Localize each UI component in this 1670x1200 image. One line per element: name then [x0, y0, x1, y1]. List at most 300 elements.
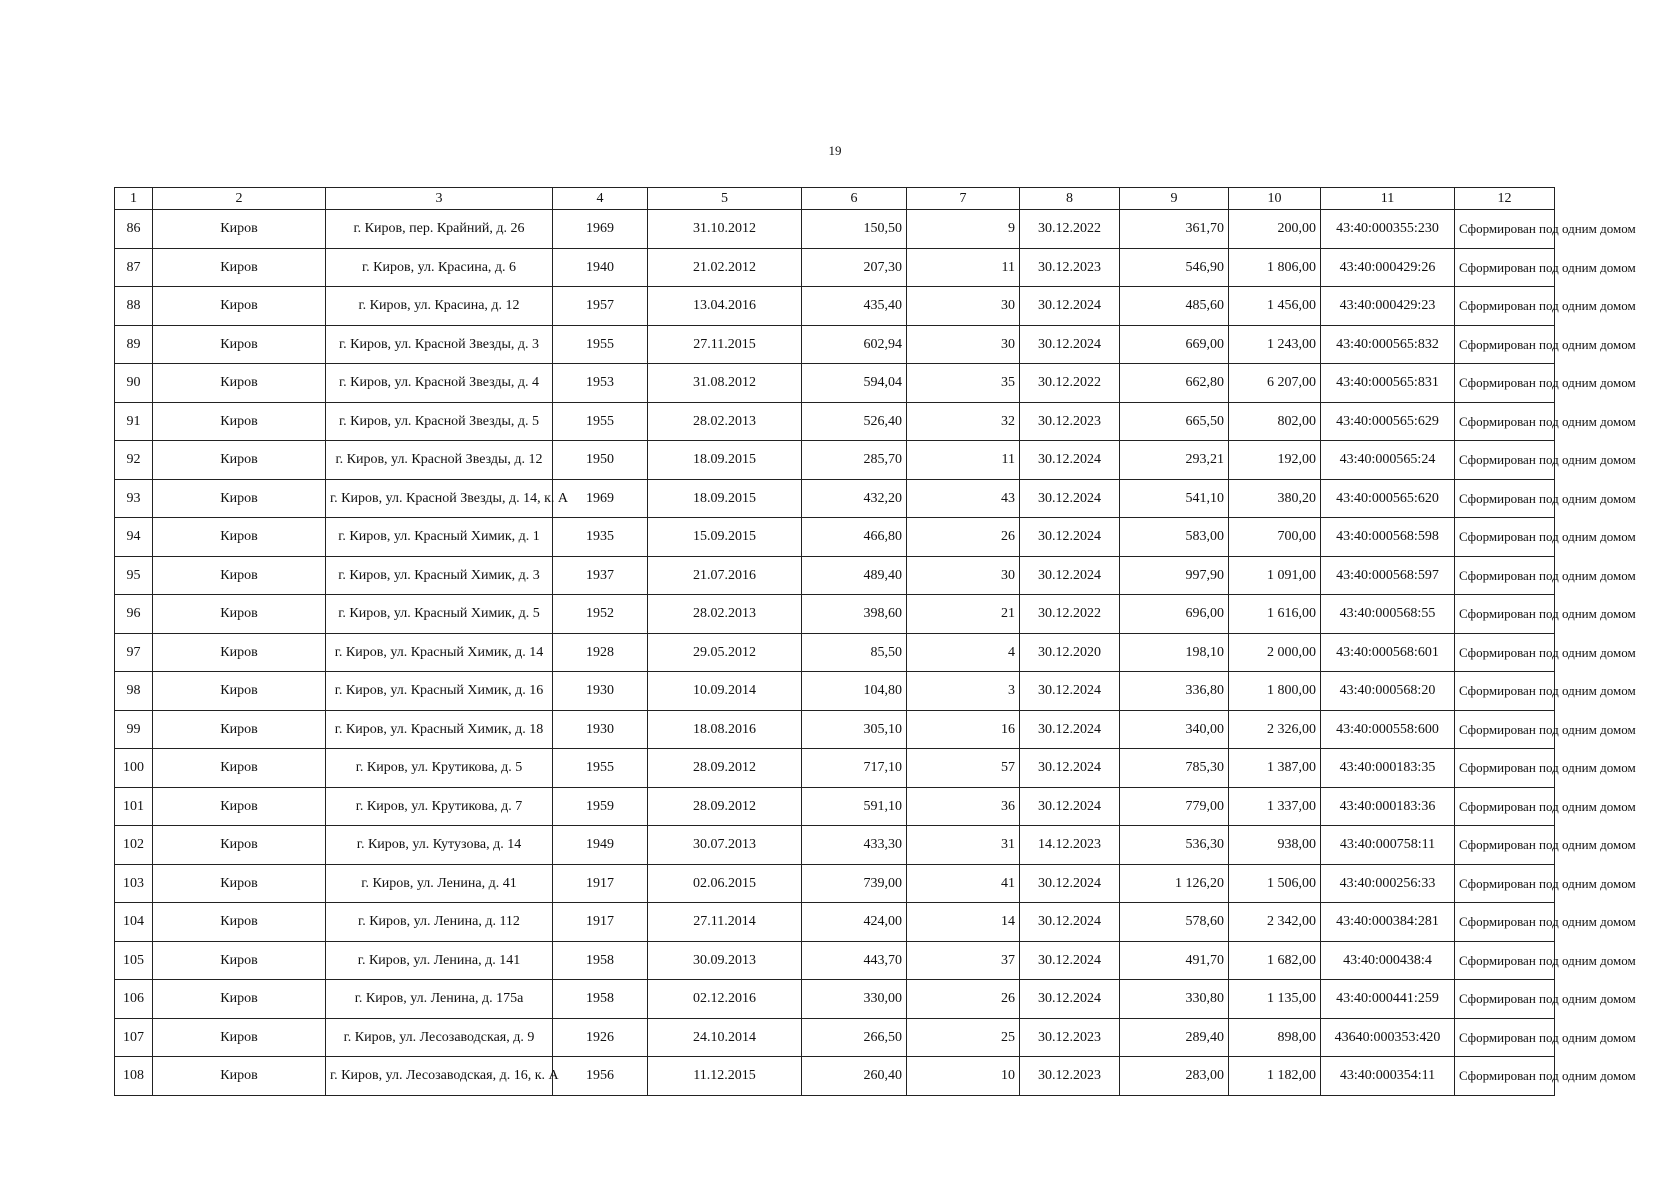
city-cell: Киров: [153, 518, 326, 557]
residents-cell: 31: [907, 826, 1020, 865]
note-cell: Сформирован под одним домом: [1455, 749, 1555, 788]
value-cell: 696,00: [1120, 595, 1229, 634]
city-cell: Киров: [153, 864, 326, 903]
area-cell: 285,70: [802, 441, 907, 480]
row-number-cell: 99: [115, 710, 153, 749]
note-cell: Сформирован под одним домом: [1455, 518, 1555, 557]
cadastral-number-cell: 43:40:000565:620: [1321, 479, 1455, 518]
row-number-cell: 105: [115, 941, 153, 980]
residents-cell: 11: [907, 441, 1020, 480]
value-cell: 669,00: [1120, 325, 1229, 364]
cadastral-number-cell: 43:40:000565:629: [1321, 402, 1455, 441]
residents-cell: 26: [907, 518, 1020, 557]
address-cell: г. Киров, ул. Красной Звезды, д. 3: [326, 325, 553, 364]
table-row: [115, 980, 1555, 1019]
area-cell: 150,50: [802, 210, 907, 249]
residents-cell: 10: [907, 1057, 1020, 1096]
year-cell: 1940: [553, 248, 648, 287]
header-cell: 9: [1120, 188, 1229, 210]
row-number-cell: 90: [115, 364, 153, 403]
deadline-cell: 30.12.2024: [1020, 980, 1120, 1019]
land-area-cell: 200,00: [1229, 210, 1321, 249]
date-cell: 28.09.2012: [648, 749, 802, 788]
area-cell: 739,00: [802, 864, 907, 903]
deadline-cell: 30.12.2023: [1020, 1018, 1120, 1057]
note-cell: Сформирован под одним домом: [1455, 402, 1555, 441]
address-cell: г. Киров, ул. Красной Звезды, д. 14, к. А: [326, 479, 553, 518]
note-cell: Сформирован под одним домом: [1455, 595, 1555, 634]
year-cell: 1955: [553, 325, 648, 364]
address-cell: г. Киров, ул. Красина, д. 12: [326, 287, 553, 326]
address-cell: г. Киров, ул. Кутузова, д. 14: [326, 826, 553, 865]
date-cell: 18.08.2016: [648, 710, 802, 749]
year-cell: 1930: [553, 672, 648, 711]
row-number-cell: 106: [115, 980, 153, 1019]
address-cell: г. Киров, ул. Ленина, д. 175а: [326, 980, 553, 1019]
date-cell: 27.11.2014: [648, 903, 802, 942]
land-area-cell: 1 800,00: [1229, 672, 1321, 711]
table-row: [115, 325, 1555, 364]
row-number-cell: 88: [115, 287, 153, 326]
row-number-cell: 93: [115, 479, 153, 518]
area-cell: 260,40: [802, 1057, 907, 1096]
residents-cell: 26: [907, 980, 1020, 1019]
header-cell: 7: [907, 188, 1020, 210]
cadastral-number-cell: 43:40:000429:26: [1321, 248, 1455, 287]
area-cell: 433,30: [802, 826, 907, 865]
row-number-cell: 107: [115, 1018, 153, 1057]
area-cell: 526,40: [802, 402, 907, 441]
year-cell: 1928: [553, 633, 648, 672]
date-cell: 02.06.2015: [648, 864, 802, 903]
year-cell: 1917: [553, 864, 648, 903]
city-cell: Киров: [153, 787, 326, 826]
note-cell: Сформирован под одним домом: [1455, 441, 1555, 480]
cadastral-number-cell: 43640:000353:420: [1321, 1018, 1455, 1057]
date-cell: 31.08.2012: [648, 364, 802, 403]
table-row: [115, 903, 1555, 942]
deadline-cell: 30.12.2022: [1020, 364, 1120, 403]
deadline-cell: 30.12.2024: [1020, 287, 1120, 326]
row-number-cell: 102: [115, 826, 153, 865]
land-area-cell: 802,00: [1229, 402, 1321, 441]
residents-cell: 4: [907, 633, 1020, 672]
city-cell: Киров: [153, 402, 326, 441]
deadline-cell: 30.12.2024: [1020, 479, 1120, 518]
value-cell: 785,30: [1120, 749, 1229, 788]
deadline-cell: 30.12.2023: [1020, 1057, 1120, 1096]
cadastral-number-cell: 43:40:000758:11: [1321, 826, 1455, 865]
table-row: [115, 941, 1555, 980]
date-cell: 18.09.2015: [648, 441, 802, 480]
header-cell: 6: [802, 188, 907, 210]
value-cell: 1 126,20: [1120, 864, 1229, 903]
city-cell: Киров: [153, 1057, 326, 1096]
table-row: [115, 248, 1555, 287]
table-row: [115, 672, 1555, 711]
area-cell: 207,30: [802, 248, 907, 287]
note-cell: Сформирован под одним домом: [1455, 903, 1555, 942]
table-row: [115, 364, 1555, 403]
city-cell: Киров: [153, 364, 326, 403]
value-cell: 491,70: [1120, 941, 1229, 980]
land-area-cell: 938,00: [1229, 826, 1321, 865]
cadastral-number-cell: 43:40:000565:832: [1321, 325, 1455, 364]
deadline-cell: 30.12.2022: [1020, 595, 1120, 634]
header-cell: 1: [115, 188, 153, 210]
address-cell: г. Киров, ул. Красина, д. 6: [326, 248, 553, 287]
row-number-cell: 91: [115, 402, 153, 441]
table-row: [115, 826, 1555, 865]
note-cell: Сформирован под одним домом: [1455, 479, 1555, 518]
value-cell: 779,00: [1120, 787, 1229, 826]
address-cell: г. Киров, ул. Красной Звезды, д. 12: [326, 441, 553, 480]
value-cell: 336,80: [1120, 672, 1229, 711]
note-cell: Сформирован под одним домом: [1455, 248, 1555, 287]
address-cell: г. Киров, ул. Красной Звезды, д. 4: [326, 364, 553, 403]
table-row: [115, 749, 1555, 788]
row-number-cell: 92: [115, 441, 153, 480]
row-number-cell: 108: [115, 1057, 153, 1096]
residents-cell: 30: [907, 287, 1020, 326]
residents-cell: 43: [907, 479, 1020, 518]
city-cell: Киров: [153, 479, 326, 518]
year-cell: 1935: [553, 518, 648, 557]
deadline-cell: 30.12.2024: [1020, 518, 1120, 557]
value-cell: 330,80: [1120, 980, 1229, 1019]
cadastral-number-cell: 43:40:000568:55: [1321, 595, 1455, 634]
land-area-cell: 1 456,00: [1229, 287, 1321, 326]
city-cell: Киров: [153, 903, 326, 942]
date-cell: 18.09.2015: [648, 479, 802, 518]
value-cell: 662,80: [1120, 364, 1229, 403]
value-cell: 541,10: [1120, 479, 1229, 518]
table-row: [115, 1057, 1555, 1096]
land-area-cell: 1 135,00: [1229, 980, 1321, 1019]
address-cell: г. Киров, ул. Лесозаводская, д. 16, к. А: [326, 1057, 553, 1096]
table-row: [115, 633, 1555, 672]
deadline-cell: 30.12.2020: [1020, 633, 1120, 672]
value-cell: 546,90: [1120, 248, 1229, 287]
area-cell: 443,70: [802, 941, 907, 980]
table-row: [115, 787, 1555, 826]
cadastral-number-cell: 43:40:000558:600: [1321, 710, 1455, 749]
city-cell: Киров: [153, 556, 326, 595]
year-cell: 1950: [553, 441, 648, 480]
residents-cell: 30: [907, 556, 1020, 595]
value-cell: 289,40: [1120, 1018, 1229, 1057]
city-cell: Киров: [153, 633, 326, 672]
land-area-cell: 1 182,00: [1229, 1057, 1321, 1096]
date-cell: 30.07.2013: [648, 826, 802, 865]
cadastral-number-cell: 43:40:000565:24: [1321, 441, 1455, 480]
year-cell: 1917: [553, 903, 648, 942]
address-cell: г. Киров, ул. Лесозаводская, д. 9: [326, 1018, 553, 1057]
header-cell: 11: [1321, 188, 1455, 210]
address-cell: г. Киров, пер. Крайний, д. 26: [326, 210, 553, 249]
table-row: [115, 210, 1555, 249]
land-area-cell: 2 342,00: [1229, 903, 1321, 942]
row-number-cell: 96: [115, 595, 153, 634]
row-number-cell: 95: [115, 556, 153, 595]
deadline-cell: 30.12.2024: [1020, 903, 1120, 942]
cadastral-number-cell: 43:40:000384:281: [1321, 903, 1455, 942]
register-table: [114, 187, 1636, 1096]
address-cell: г. Киров, ул. Красный Химик, д. 16: [326, 672, 553, 711]
area-cell: 717,10: [802, 749, 907, 788]
area-cell: 266,50: [802, 1018, 907, 1057]
row-number-cell: 94: [115, 518, 153, 557]
residents-cell: 41: [907, 864, 1020, 903]
cadastral-number-cell: 43:40:000183:36: [1321, 787, 1455, 826]
date-cell: 28.09.2012: [648, 787, 802, 826]
land-area-cell: 1 616,00: [1229, 595, 1321, 634]
date-cell: 21.02.2012: [648, 248, 802, 287]
row-number-cell: 101: [115, 787, 153, 826]
date-cell: 02.12.2016: [648, 980, 802, 1019]
year-cell: 1956: [553, 1057, 648, 1096]
year-cell: 1958: [553, 980, 648, 1019]
year-cell: 1955: [553, 402, 648, 441]
area-cell: 305,10: [802, 710, 907, 749]
value-cell: 293,21: [1120, 441, 1229, 480]
note-cell: Сформирован под одним домом: [1455, 826, 1555, 865]
deadline-cell: 30.12.2024: [1020, 325, 1120, 364]
area-cell: 330,00: [802, 980, 907, 1019]
deadline-cell: 30.12.2024: [1020, 441, 1120, 480]
address-cell: г. Киров, ул. Красный Химик, д. 5: [326, 595, 553, 634]
note-cell: Сформирован под одним домом: [1455, 325, 1555, 364]
row-number-cell: 89: [115, 325, 153, 364]
residents-cell: 32: [907, 402, 1020, 441]
city-cell: Киров: [153, 749, 326, 788]
header-cell: 3: [326, 188, 553, 210]
cadastral-number-cell: 43:40:000438:4: [1321, 941, 1455, 980]
deadline-cell: 30.12.2022: [1020, 210, 1120, 249]
date-cell: 11.12.2015: [648, 1057, 802, 1096]
area-cell: 424,00: [802, 903, 907, 942]
deadline-cell: 30.12.2023: [1020, 402, 1120, 441]
land-area-cell: 1 682,00: [1229, 941, 1321, 980]
residents-cell: 57: [907, 749, 1020, 788]
area-cell: 489,40: [802, 556, 907, 595]
land-area-cell: 1 243,00: [1229, 325, 1321, 364]
year-cell: 1957: [553, 287, 648, 326]
city-cell: Киров: [153, 287, 326, 326]
note-cell: Сформирован под одним домом: [1455, 1018, 1555, 1057]
row-number-cell: 98: [115, 672, 153, 711]
land-area-cell: 2 000,00: [1229, 633, 1321, 672]
deadline-cell: 30.12.2023: [1020, 248, 1120, 287]
note-cell: Сформирован под одним домом: [1455, 633, 1555, 672]
value-cell: 361,70: [1120, 210, 1229, 249]
year-cell: 1949: [553, 826, 648, 865]
land-area-cell: 898,00: [1229, 1018, 1321, 1057]
row-number-cell: 100: [115, 749, 153, 788]
land-area-cell: 2 326,00: [1229, 710, 1321, 749]
value-cell: 578,60: [1120, 903, 1229, 942]
note-cell: Сформирован под одним домом: [1455, 1057, 1555, 1096]
address-cell: г. Киров, ул. Ленина, д. 112: [326, 903, 553, 942]
date-cell: 28.02.2013: [648, 595, 802, 634]
residents-cell: 16: [907, 710, 1020, 749]
city-cell: Киров: [153, 672, 326, 711]
page-number: 19: [828, 143, 842, 158]
header-cell: 4: [553, 188, 648, 210]
year-cell: 1930: [553, 710, 648, 749]
city-cell: Киров: [153, 941, 326, 980]
year-cell: 1958: [553, 941, 648, 980]
cadastral-number-cell: 43:40:000256:33: [1321, 864, 1455, 903]
note-cell: Сформирован под одним домом: [1455, 287, 1555, 326]
table-row: [115, 518, 1555, 557]
note-cell: Сформирован под одним домом: [1455, 364, 1555, 403]
cadastral-number-cell: 43:40:000429:23: [1321, 287, 1455, 326]
residents-cell: 9: [907, 210, 1020, 249]
header-cell: 2: [153, 188, 326, 210]
year-cell: 1959: [553, 787, 648, 826]
value-cell: 340,00: [1120, 710, 1229, 749]
residents-cell: 36: [907, 787, 1020, 826]
note-cell: Сформирован под одним домом: [1455, 941, 1555, 980]
value-cell: 198,10: [1120, 633, 1229, 672]
area-cell: 435,40: [802, 287, 907, 326]
address-cell: г. Киров, ул. Ленина, д. 141: [326, 941, 553, 980]
note-cell: Сформирован под одним домом: [1455, 210, 1555, 249]
table-row: [115, 864, 1555, 903]
area-cell: 398,60: [802, 595, 907, 634]
value-cell: 283,00: [1120, 1057, 1229, 1096]
address-cell: г. Киров, ул. Красный Химик, д. 14: [326, 633, 553, 672]
city-cell: Киров: [153, 210, 326, 249]
value-cell: 997,90: [1120, 556, 1229, 595]
row-number-cell: 104: [115, 903, 153, 942]
cadastral-number-cell: 43:40:000441:259: [1321, 980, 1455, 1019]
header-cell: 5: [648, 188, 802, 210]
city-cell: Киров: [153, 980, 326, 1019]
date-cell: 24.10.2014: [648, 1018, 802, 1057]
table-row: [115, 287, 1555, 326]
cadastral-number-cell: 43:40:000568:601: [1321, 633, 1455, 672]
land-area-cell: 192,00: [1229, 441, 1321, 480]
header-cell: 12: [1455, 188, 1555, 210]
cadastral-number-cell: 43:40:000568:598: [1321, 518, 1455, 557]
year-cell: 1952: [553, 595, 648, 634]
table-row: [115, 556, 1555, 595]
date-cell: 31.10.2012: [648, 210, 802, 249]
table-row: [115, 479, 1555, 518]
deadline-cell: 14.12.2023: [1020, 826, 1120, 865]
cadastral-number-cell: 43:40:000568:20: [1321, 672, 1455, 711]
row-number-cell: 103: [115, 864, 153, 903]
date-cell: 29.05.2012: [648, 633, 802, 672]
date-cell: 30.09.2013: [648, 941, 802, 980]
area-cell: 591,10: [802, 787, 907, 826]
land-area-cell: 6 207,00: [1229, 364, 1321, 403]
address-cell: г. Киров, ул. Красной Звезды, д. 5: [326, 402, 553, 441]
row-number-cell: 86: [115, 210, 153, 249]
value-cell: 665,50: [1120, 402, 1229, 441]
residents-cell: 14: [907, 903, 1020, 942]
city-cell: Киров: [153, 710, 326, 749]
cadastral-number-cell: 43:40:000355:230: [1321, 210, 1455, 249]
note-cell: Сформирован под одним домом: [1455, 980, 1555, 1019]
note-cell: Сформирован под одним домом: [1455, 556, 1555, 595]
address-cell: г. Киров, ул. Ленина, д. 41: [326, 864, 553, 903]
table-row: [115, 595, 1555, 634]
residents-cell: 37: [907, 941, 1020, 980]
date-cell: 13.04.2016: [648, 287, 802, 326]
address-cell: г. Киров, ул. Крутикова, д. 7: [326, 787, 553, 826]
area-cell: 466,80: [802, 518, 907, 557]
deadline-cell: 30.12.2024: [1020, 556, 1120, 595]
year-cell: 1953: [553, 364, 648, 403]
land-area-cell: 380,20: [1229, 479, 1321, 518]
area-cell: 85,50: [802, 633, 907, 672]
land-area-cell: 1 506,00: [1229, 864, 1321, 903]
address-cell: г. Киров, ул. Красный Химик, д. 18: [326, 710, 553, 749]
city-cell: Киров: [153, 248, 326, 287]
date-cell: 28.02.2013: [648, 402, 802, 441]
header-row: [115, 188, 1555, 210]
cadastral-number-cell: 43:40:000354:11: [1321, 1057, 1455, 1096]
land-area-cell: 1 387,00: [1229, 749, 1321, 788]
header-cell: 8: [1020, 188, 1120, 210]
residents-cell: 35: [907, 364, 1020, 403]
year-cell: 1926: [553, 1018, 648, 1057]
value-cell: 536,30: [1120, 826, 1229, 865]
year-cell: 1969: [553, 210, 648, 249]
cadastral-number-cell: 43:40:000565:831: [1321, 364, 1455, 403]
table-row: [115, 441, 1555, 480]
deadline-cell: 30.12.2024: [1020, 710, 1120, 749]
row-number-cell: 97: [115, 633, 153, 672]
residents-cell: 21: [907, 595, 1020, 634]
date-cell: 27.11.2015: [648, 325, 802, 364]
date-cell: 15.09.2015: [648, 518, 802, 557]
table-row: [115, 402, 1555, 441]
cadastral-number-cell: 43:40:000183:35: [1321, 749, 1455, 788]
note-cell: Сформирован под одним домом: [1455, 672, 1555, 711]
area-cell: 432,20: [802, 479, 907, 518]
year-cell: 1969: [553, 479, 648, 518]
date-cell: 10.09.2014: [648, 672, 802, 711]
land-area-cell: 1 091,00: [1229, 556, 1321, 595]
cadastral-number-cell: 43:40:000568:597: [1321, 556, 1455, 595]
value-cell: 485,60: [1120, 287, 1229, 326]
residents-cell: 30: [907, 325, 1020, 364]
note-cell: Сформирован под одним домом: [1455, 787, 1555, 826]
city-cell: Киров: [153, 595, 326, 634]
address-cell: г. Киров, ул. Крутикова, д. 5: [326, 749, 553, 788]
header-cell: 10: [1229, 188, 1321, 210]
residents-cell: 3: [907, 672, 1020, 711]
address-cell: г. Киров, ул. Красный Химик, д. 3: [326, 556, 553, 595]
area-cell: 602,94: [802, 325, 907, 364]
year-cell: 1955: [553, 749, 648, 788]
city-cell: Киров: [153, 325, 326, 364]
row-number-cell: 87: [115, 248, 153, 287]
date-cell: 21.07.2016: [648, 556, 802, 595]
deadline-cell: 30.12.2024: [1020, 749, 1120, 788]
city-cell: Киров: [153, 1018, 326, 1057]
deadline-cell: 30.12.2024: [1020, 672, 1120, 711]
deadline-cell: 30.12.2024: [1020, 787, 1120, 826]
area-cell: 594,04: [802, 364, 907, 403]
deadline-cell: 30.12.2024: [1020, 941, 1120, 980]
value-cell: 583,00: [1120, 518, 1229, 557]
address-cell: г. Киров, ул. Красный Химик, д. 1: [326, 518, 553, 557]
